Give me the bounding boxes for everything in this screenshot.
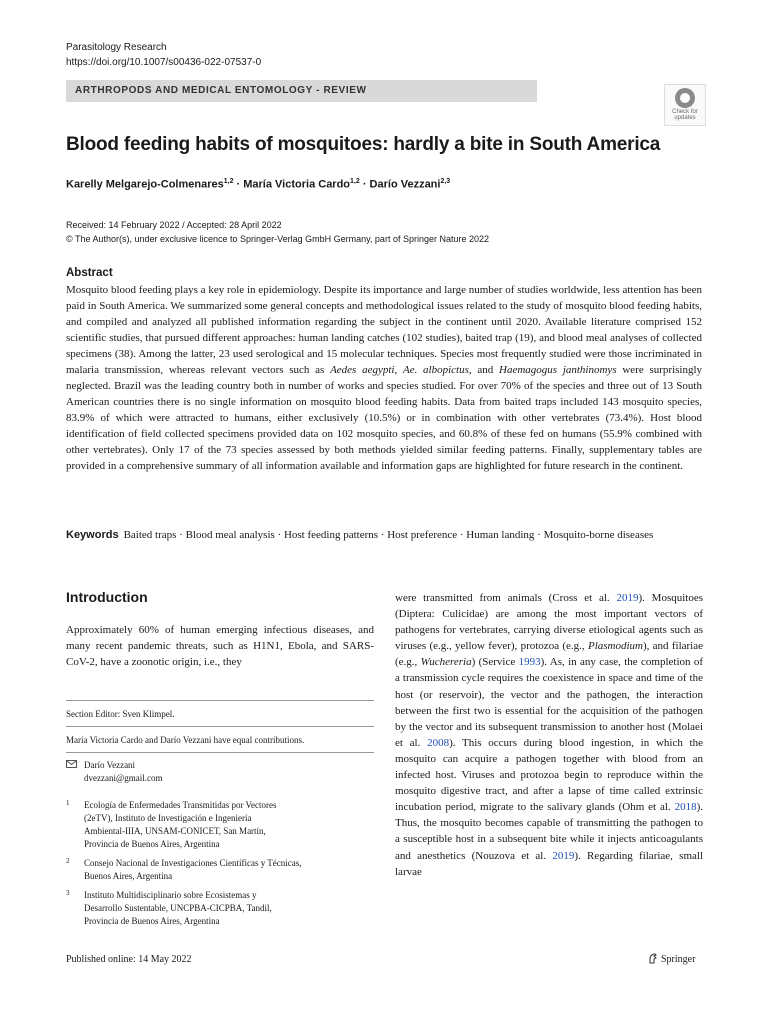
corresponding-email[interactable]: dvezzani@gmail.com <box>84 773 163 783</box>
genus-name: Wuchereria <box>420 656 472 669</box>
body-text: ) (Service <box>471 656 519 669</box>
abstract-heading: Abstract <box>66 267 113 279</box>
affiliation-1 <box>84 799 374 851</box>
article-dates <box>66 218 489 246</box>
author-affiliation: 1,2 <box>223 178 234 185</box>
affiliation-number: 1 <box>66 799 70 807</box>
affiliation-line: Desarrollo Sustentable, UNCPBA-CICPBA, Tandil, <box>84 903 272 913</box>
received-accepted: Received: 14 February 2022 / Accepted: 28 April 2022 <box>66 220 282 230</box>
footnote-divider <box>66 726 374 727</box>
update-check-icon <box>675 88 695 108</box>
check-for-updates-badge[interactable] <box>664 84 706 126</box>
section-banner <box>66 80 537 102</box>
affiliation-line: Provincia de Buenos Aires, Argentina <box>84 839 220 849</box>
published-online: Published online: 14 May 2022 <box>66 954 192 965</box>
author-separator: · <box>233 178 244 191</box>
affiliation-line: Ambiental-IIIA, UNSAM-CONICET, San Martín, <box>84 826 266 836</box>
citation-link[interactable]: 2019 <box>552 849 575 862</box>
corresponding-author <box>84 759 163 785</box>
species-name: Aedes aegypti <box>330 364 395 376</box>
author-affiliation: 2,3 <box>440 178 451 185</box>
abstract-part: , and <box>468 364 500 376</box>
publisher-name: Springer <box>661 954 696 965</box>
introduction-right-text <box>395 590 703 880</box>
species-name: Ae. albopictus <box>402 364 469 376</box>
journal-name: Parasitology Research <box>66 42 167 53</box>
publisher-logo <box>648 953 695 965</box>
abstract-text <box>66 282 702 474</box>
affiliation-line: Instituto Multidisciplinario sobre Ecosistemas y <box>84 890 257 900</box>
body-text: ). Regarding filariae, small larvae <box>395 849 703 878</box>
abstract-part: were surprisingly neglected. Brazil was the leading country both in number of works and species studied. For over 70% of the species and three out of 13 South American countries there is no single information on mosquito blood feeding habits. Data from baited traps included 143 mosquito species, 83.9% of which were attracted to humans, either exclusively (10.5%) or in combination with other vertebrates (73.4%). Host blood identification of field collected specimens provided data on 102 mosquito species, and 60.8% of these fed on humans (55.9% combined with other vertebrates). Only 17 of the 73 species assessed by both methods yielded similar feeding patterns. Finally, supplementary tables are provided in a comprehensive summary of all information available and information gaps are highlighted for future research in the continent. <box>66 364 703 472</box>
introduction-left-text: Approximately 60% of human emerging infectious diseases, and many recent pandemic threats, such as H1N1, Ebola, and SARS-CoV-2, have a zoonotic origin, i.e., they <box>66 624 374 668</box>
body-text: ). Mosquitoes (Diptera: Culicidae) are among the most important vectors of pathogens for vertebrates, carrying diverse etiological agents such as viruses (e.g., yellow fever), protozoa (e.g., <box>395 592 704 653</box>
citation-link[interactable]: 2008 <box>427 736 450 749</box>
springer-horse-icon <box>648 953 658 964</box>
keywords-heading: Keywords <box>66 529 119 541</box>
badge-line-2: updates <box>674 115 696 121</box>
author-affiliation: 1,2 <box>350 178 360 185</box>
abstract-part: , <box>394 364 403 376</box>
author-list <box>66 178 450 191</box>
affiliation-line: (2eTV), Instituto de Investigación e Ingeniería <box>84 813 252 823</box>
affiliation-number: 3 <box>66 889 70 897</box>
affiliation-line: Provincia de Buenos Aires, Argentina <box>84 916 220 926</box>
citation-link[interactable]: 2018 <box>674 801 697 814</box>
author-name: Darío Vezzani <box>369 178 441 191</box>
badge-line-1: Check for <box>672 109 698 115</box>
citation-link[interactable]: 2019 <box>616 592 639 604</box>
affiliation-line: Buenos Aires, Argentina <box>84 871 173 881</box>
section-editor-note: Section Editor: Sven Klimpel. <box>66 709 175 719</box>
keywords <box>66 527 702 543</box>
envelope-icon <box>66 760 77 768</box>
affiliation-number: 2 <box>66 857 70 865</box>
footnote-divider <box>66 752 374 753</box>
body-text: were transmitted from animals (Cross et al. <box>395 592 617 604</box>
affiliation-3 <box>84 889 374 928</box>
journal-header <box>66 40 261 70</box>
citation-link[interactable]: 1993 <box>518 656 541 669</box>
equal-contribution-note: María Victoria Cardo and Darío Vezzani have equal contributions. <box>66 735 305 745</box>
keywords-text: Baited traps · Blood meal analysis · Host feeding patterns · Host preference · Human landing · Mosquito-borne diseases <box>123 529 654 541</box>
footnote-divider <box>66 700 374 701</box>
author-name: Karelly Melgarejo-Colmenares <box>66 178 224 191</box>
body-text: ), and filariae (e.g., <box>395 640 703 669</box>
body-text: ). As, in any case, the completion of a transmission cycle requires the coexistence in space and time of the host (or reservoir), the vector and the pathogen, the interaction between the first two is essential for the acquisition of the pathogen by the vector and its subsequent transmission to another host (Molaei et al. <box>395 656 704 749</box>
body-text: ). Thus, the mosquito becomes capable of transmitting the pathogen to a susceptible host in a subsequent bite while it injects anticoagulants and anesthetics (Nouzova et al. <box>395 801 703 862</box>
section-label: ARTHROPODS AND MEDICAL ENTOMOLOGY - REVIEW <box>75 85 367 96</box>
body-text: ). This occurs during blood ingestion, in which the mosquito can acquire a pathogen together with blood from an infected host. Viruses and protozoa begin to reproduce within the mosquito digestive tract, and after a lapse of time called extrinsic incubation period, migrate to the salivary glands (Ohm et al. <box>395 736 703 814</box>
species-name: Haemagogus janthinomys <box>499 364 617 376</box>
author-separator: · <box>359 178 370 191</box>
affiliation-line: Ecología de Enfermedades Transmitidas por Vectores <box>84 800 277 810</box>
affiliation-2 <box>84 857 374 883</box>
corresponding-name: Darío Vezzani <box>84 760 136 770</box>
genus-name: Plasmodium <box>587 640 643 653</box>
doi-link[interactable]: https://doi.org/10.1007/s00436-022-07537-0 <box>66 57 262 68</box>
affiliation-line: Consejo Nacional de Investigaciones Científicas y Técnicas, <box>84 858 302 868</box>
article-title: Blood feeding habits of mosquitoes: hardly a bite in South America <box>66 134 661 155</box>
abstract-part: Mosquito blood feeding plays a key role in epidemiology. Despite its importance and large number of studies worldwide, less attention has been paid in South America. We summarized some general concepts and methodological issues related to the study of mosquito blood feeding habits, and compiled and analyzed all published information regarding the subject in the continent until 2020. Available literature comprised 152 scientific studies, that pursued different approaches: human landing catches (102 studies), baited trap (19), and blood meal analyses of collected specimens (38). Among the latter, 23 used serological and 15 molecular techniques. Species most frequently studied were those incriminated in malaria transmission, whereas relevant vectors such as <box>66 284 702 376</box>
copyright-notice: © The Author(s), under exclusive licence to Springer-Verlag GmbH Germany, part of Springer Nature 2022 <box>66 234 489 244</box>
introduction-heading: Introduction <box>66 589 148 605</box>
author-name: María Victoria Cardo <box>243 178 351 191</box>
